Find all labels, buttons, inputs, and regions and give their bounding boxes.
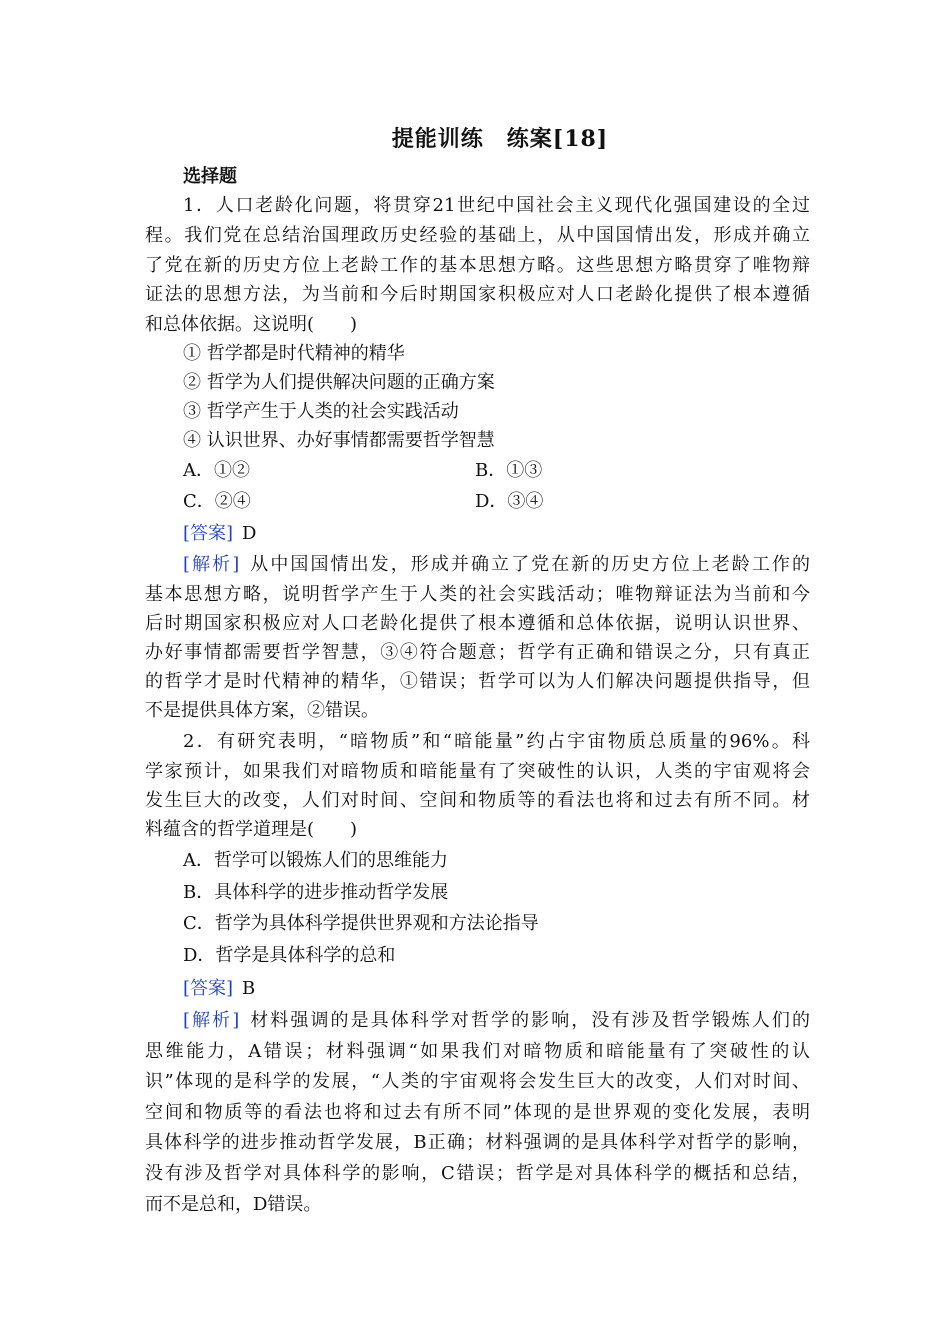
- q1-item: ④ 认识世界、办好事情都需要哲学智慧: [183, 430, 495, 451]
- q1-item: ③ 哲学产生于人类的社会实践活动: [183, 401, 459, 422]
- page-title: 提能训练 练案[18]: [391, 126, 609, 152]
- answer-tag: [答案]: [183, 978, 234, 999]
- q1-analysis-line: [183, 551, 810, 579]
- q2-stem-line: 料蕴含的哲学道理是( ): [145, 819, 358, 840]
- q1-stem-line: 证法的思想方法，为当前和今后时期国家积极应对人口老龄化提供了根本遵循: [145, 284, 810, 305]
- q1-answer-value: D: [242, 523, 257, 544]
- q1-stem-line: 程。我们党在总结治国理政历史经验的基础上，从中国国情出发，形成并确立: [145, 225, 810, 246]
- answer-tag: [答案]: [183, 523, 234, 544]
- q2-option-a: A．哲学可以锻炼人们的思维能力: [183, 850, 448, 871]
- q2-analysis-line: 而不是总和，D错误。: [145, 1194, 322, 1215]
- section-heading: 选择题: [183, 166, 237, 187]
- q1-option-d: D．③④: [475, 491, 544, 512]
- q2-analysis-line: 识”体现的是科学的发展，“人类的宇宙观将会发生巨大的改变，人们对时间、: [145, 1071, 810, 1092]
- q1-stem-line: 1．人口老龄化问题，将贯穿21世纪中国社会主义现代化强国建设的全过: [183, 195, 810, 216]
- q2-option-b: B．具体科学的进步推动哲学发展: [183, 882, 449, 903]
- q2-analysis-line: 空间和物质等的看法也将和过去有所不同”体现的是世界观的变化发展，表明: [145, 1102, 810, 1123]
- q2-stem-line: 2．有研究表明，“暗物质”和“暗能量”约占宇宙物质总质量的96%。科: [183, 731, 810, 752]
- q2-answer-line: [183, 975, 848, 1003]
- q1-analysis-line: 不是提供具体方案，②错误。: [145, 700, 379, 721]
- q2-answer-value: B: [242, 978, 256, 999]
- q2-analysis-line: [183, 1007, 810, 1035]
- q1-option-b: B．①③: [475, 460, 543, 481]
- q1-item: ② 哲学为人们提供解决问题的正确方案: [183, 372, 495, 393]
- q2-stem-line: 发生巨大的改变，人们对时间、空间和物质等的看法也将和过去有所不同。材: [145, 790, 810, 811]
- q1-option-a: A．①②: [183, 460, 250, 481]
- q1-analysis-line: 基本思想方略，说明哲学产生于人类的社会实践活动；唯物辩证法为当前和今: [145, 584, 810, 605]
- analysis-tag: [解析]: [183, 1010, 240, 1031]
- q2-option-c: C．哲学为具体科学提供世界观和方法论指导: [183, 913, 539, 934]
- q1-option-c: C．②④: [183, 491, 251, 512]
- q2-analysis-line: 没有涉及哲学对具体科学的影响，C错误；哲学是对具体科学的概括和总结，: [145, 1163, 810, 1184]
- q2-stem-line: 学家预计，如果我们对暗物质和暗能量有了突破性的认识，人类的宇宙观将会: [145, 761, 810, 782]
- analysis-tag: [解析]: [183, 554, 240, 575]
- q1-analysis-line: 的哲学才是时代精神的精华，①错误；哲学可以为人们解决问题提供指导，但: [145, 671, 810, 692]
- q1-stem-line: 了党在新的历史方位上老龄工作的基本思想方略。这些思想方略贯穿了唯物辩: [145, 255, 810, 276]
- q1-analysis-line: 后时期国家积极应对人口老龄化提供了根本遵循和总体依据，说明认识世界、: [145, 613, 810, 634]
- q1-answer-line: [183, 520, 848, 548]
- q2-analysis-line: 具体科学的进步推动哲学发展，B正确；材料强调的是具体科学对哲学的影响，: [145, 1132, 810, 1153]
- q1-analysis-text: 从中国国情出发，形成并确立了党在新的历史方位上老龄工作的: [248, 554, 810, 575]
- q1-analysis-line: 办好事情都需要哲学智慧，③④符合题意；哲学有正确和错误之分，只有真正: [145, 642, 810, 663]
- q1-stem-line: 和总体依据。这说明( ): [145, 314, 358, 335]
- q2-option-d: D．哲学是具体科学的总和: [183, 945, 396, 966]
- q2-analysis-line: 思维能力，A错误；材料强调“如果我们对暗物质和暗能量有了突破性的认: [145, 1041, 810, 1062]
- q1-item: ① 哲学都是时代精神的精华: [183, 343, 405, 364]
- q2-analysis-text: 材料强调的是具体科学对哲学的影响，没有涉及哲学锻炼人们的: [248, 1010, 810, 1031]
